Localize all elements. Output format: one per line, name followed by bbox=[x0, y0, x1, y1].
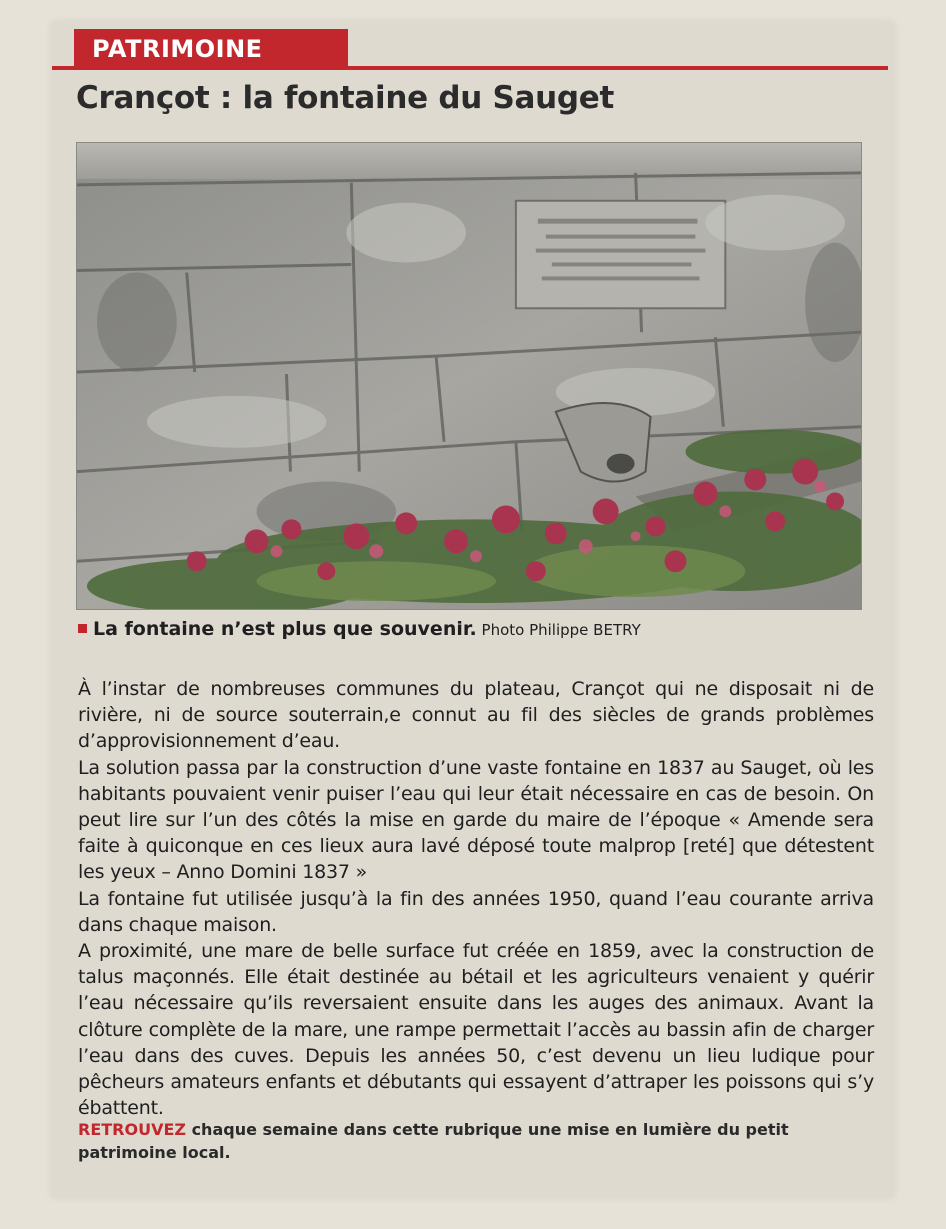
rubric-footer-note bbox=[78, 1118, 858, 1164]
rubric-label: PATRIMOINE bbox=[74, 29, 348, 70]
footer-lead: RETROUVEZ bbox=[78, 1120, 186, 1139]
article-photo bbox=[76, 142, 862, 610]
fountain-stone-wall-photo bbox=[77, 143, 861, 609]
photo-caption bbox=[78, 618, 878, 640]
paragraph: A proximité, une mare de belle surface fut créée en 1859, avec la construction de talus maçonnés. Elle était destinée au bétail et les agriculteurs venaient y quérir l’eau nécessaire qu’ils reversaient ensuite dans les auges des animaux. Avant la clôture complète de la mare, une rampe permettait l’accès au bassin afin de charger l’eau dans des cuves. Depuis les années 50, c’est devenu un lieu ludique pour pêcheurs amateurs enfants et débutants qui essayent d’attraper les poissons qui s’y ébattent. bbox=[78, 940, 874, 1120]
photo-credit: Photo Philippe BETRY bbox=[481, 621, 641, 639]
paragraph: La fontaine fut utilisée jusqu’à la fin des années 1950, quand l’eau courante arriva dans chaque maison. bbox=[78, 887, 874, 936]
caption-bullet bbox=[78, 624, 87, 633]
article-body bbox=[78, 676, 874, 1121]
article-headline: Crançot : la fontaine du Sauget bbox=[76, 80, 615, 116]
paragraph: La solution passa par la construction d’une vaste fontaine en 1837 au Sauget, où les habitants pouvaient venir puiser l’eau qui leur était nécessaire en cas de besoin. On peut lire sur l’un des côtés la mise en garde du maire de l’époque « Amende sera faite à quiconque en ces lieux aura lavé déposé toute malprop [reté] que détestent les yeux – Anno Domini 1837 » bbox=[78, 756, 874, 884]
paragraph: À l’instar de nombreuses communes du plateau, Crançot qui ne disposait ni de rivière, ni de source souterrain,e connut au fil des siècles de grands problèmes d’approvisionnement d’eau. bbox=[78, 678, 874, 753]
caption-main: La fontaine n’est plus que souvenir. bbox=[93, 618, 477, 640]
footer-text: chaque semaine dans cette rubrique une mise en lumière du petit patrimoine local. bbox=[78, 1120, 789, 1162]
